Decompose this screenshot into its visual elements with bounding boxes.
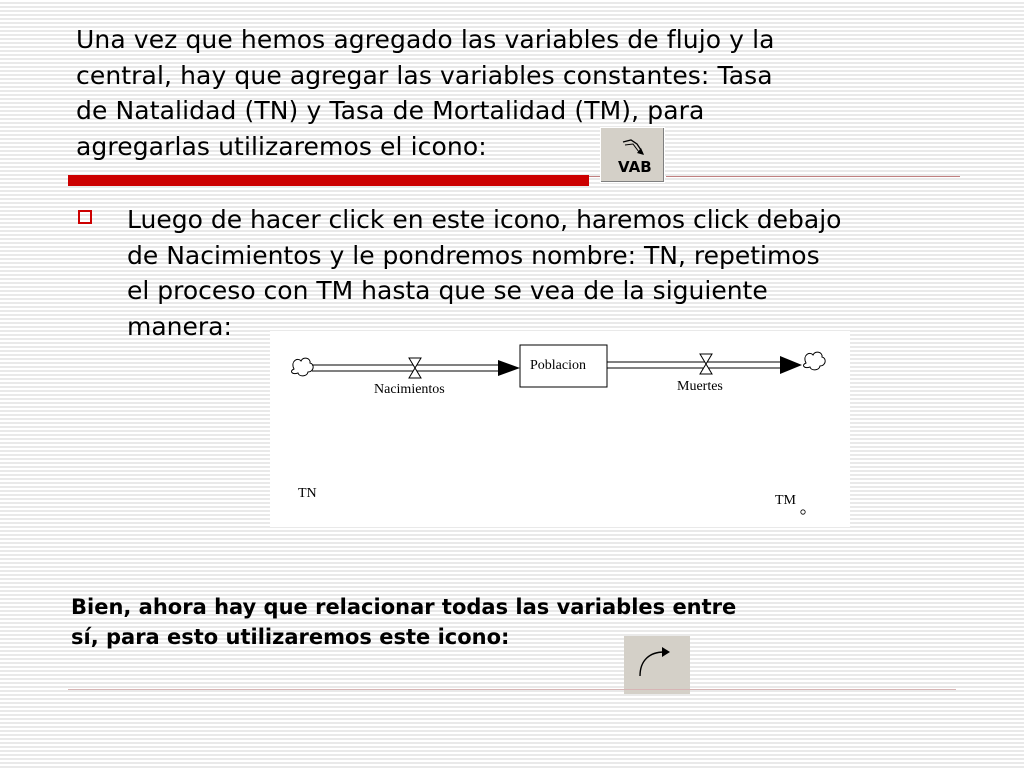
title-underline-thin	[666, 176, 960, 177]
bullet-line: de Nacimientos y le pondremos nombre: TN, repetimos	[127, 240, 820, 270]
connector-arrow-icon	[624, 636, 690, 694]
title-line: Una vez que hemos agregado las variables de flujo y la	[76, 25, 775, 54]
sink-cloud-icon	[803, 352, 825, 370]
bottom-line: Bien, ahora hay que relacionar todas las variables entre	[71, 595, 737, 619]
bullet-line: manera:	[127, 311, 232, 341]
stock-flow-diagram	[270, 331, 850, 527]
outflow-arrowhead	[780, 356, 802, 374]
inflow-arrowhead	[498, 360, 520, 376]
bullet-line: el proceso con TM hasta que se vea de la siguiente	[127, 276, 768, 305]
source-cloud-icon	[291, 358, 313, 376]
bullet-square-icon	[78, 210, 92, 224]
diagram-canvas	[270, 331, 850, 527]
variable-tool-icon	[600, 127, 665, 183]
variable-tool-graphic	[601, 128, 666, 184]
title-line: central, hay que agregar las variables constantes: Tasa	[76, 60, 773, 90]
bottom-divider	[68, 689, 956, 690]
title-line: de Natalidad (TN) y Tasa de Mortalidad (TM), para	[76, 96, 705, 125]
bottom-paragraph	[71, 592, 901, 652]
inflow-valve-icon	[409, 358, 421, 378]
slide-title	[76, 22, 926, 164]
outflow-label: Muertes	[677, 379, 723, 394]
bullet-line: Luego de hacer click en este icono, haremos click debajo	[127, 205, 842, 234]
vab-label: VAB	[618, 158, 652, 176]
bottom-line: sí, para esto utilizaremos este icono:	[71, 625, 510, 649]
constant-tm-marker	[801, 510, 805, 514]
connector-graphic	[624, 636, 690, 694]
outflow-valve-icon	[700, 354, 712, 374]
constant-tm-label: TM	[775, 493, 796, 508]
title-underline-red	[68, 175, 589, 186]
bullet-paragraph	[127, 202, 957, 344]
title-line: agregarlas utilizaremos el icono:	[76, 131, 487, 161]
inflow-label: Nacimientos	[374, 382, 445, 397]
title-underline-thin-left	[589, 176, 600, 177]
constant-tn-label: TN	[298, 486, 317, 501]
stock-label: Poblacion	[530, 358, 586, 373]
